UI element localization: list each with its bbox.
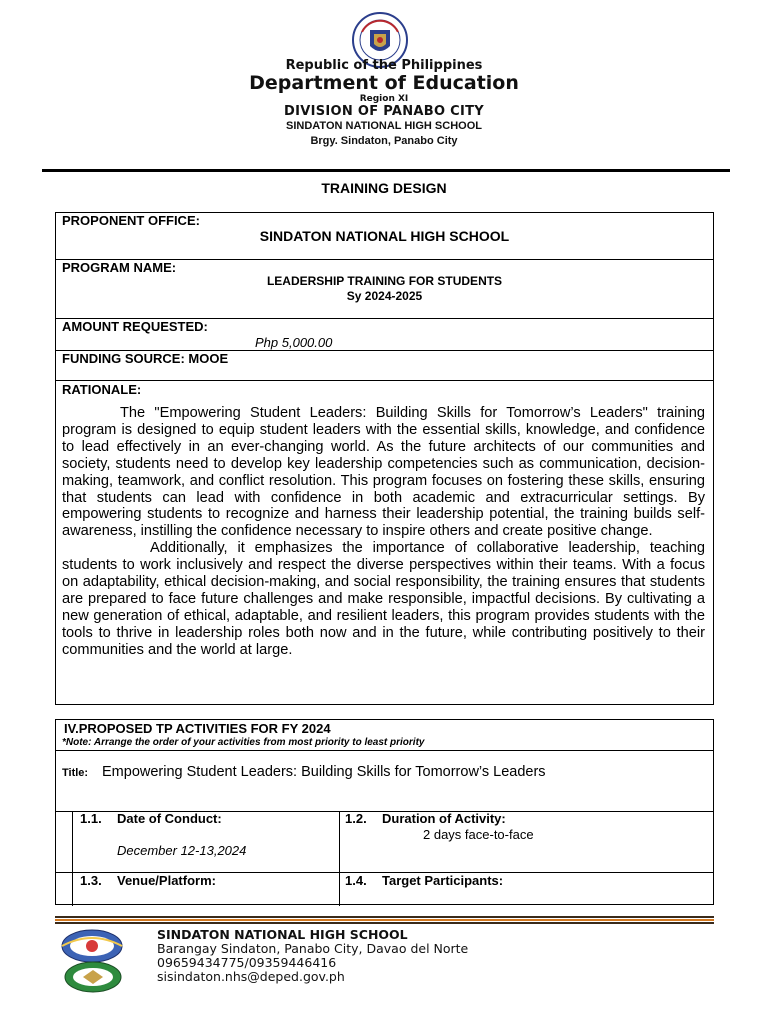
region-line: Region XI: [359, 94, 409, 104]
amount-value: Php 5,000.00: [255, 335, 333, 350]
program-school-year: Sy 2024-2025: [346, 289, 423, 303]
column-divider: [339, 811, 340, 906]
amount-label: AMOUNT REQUESTED:: [62, 319, 208, 334]
activity-title-label: Title:: [62, 767, 89, 779]
program-label: PROGRAM NAME:: [62, 260, 177, 275]
duration-number: 1.2.: [345, 811, 367, 826]
header-divider: [42, 169, 730, 172]
duration-value: 2 days face-to-face: [423, 827, 534, 842]
row-divider: [56, 380, 713, 381]
date-number: 1.1.: [80, 811, 102, 826]
duration-label: Duration of Activity:: [382, 811, 506, 826]
school-logos-icon: [58, 926, 128, 994]
proponent-label: PROPONENT OFFICE:: [62, 213, 200, 228]
venue-label: Venue/Platform:: [117, 873, 216, 888]
republic-line: Republic of the Philippines: [285, 58, 483, 73]
footer-school-name: SINDATON NATIONAL HIGH SCHOOL: [157, 927, 408, 942]
program-value: LEADERSHIP TRAINING FOR STUDENTS: [266, 274, 503, 288]
division-line: DIVISION OF PANABO CITY: [283, 104, 485, 119]
proposed-activities-table: [55, 719, 714, 905]
footer-divider: [55, 916, 714, 924]
training-info-table: [55, 212, 714, 705]
rationale-label: RATIONALE:: [62, 382, 142, 397]
participants-label: Target Participants:: [382, 873, 504, 888]
proposed-heading: IV.PROPOSED TP ACTIVITIES FOR FY 2024: [64, 721, 331, 736]
footer-address: Barangay Sindaton, Panabo City, Davao del Norte: [157, 941, 469, 956]
department-name: Department of Education: [249, 72, 519, 94]
school-line: SINDATON NATIONAL HIGH SCHOOL: [286, 120, 482, 132]
school-address-line: Brgy. Sindaton, Panabo City: [310, 135, 458, 147]
date-label: Date of Conduct:: [117, 811, 222, 826]
rationale-body: [62, 405, 705, 659]
participants-number: 1.4.: [345, 873, 367, 888]
venue-number: 1.3.: [80, 873, 102, 888]
row-divider: [56, 750, 713, 751]
column-divider: [72, 811, 73, 906]
proponent-value: SINDATON NATIONAL HIGH SCHOOL: [259, 228, 510, 244]
document-title: TRAINING DESIGN: [321, 180, 447, 196]
activity-title-value: Empowering Student Leaders: Building Skills for Tomorrow’s Leaders: [102, 764, 546, 780]
rationale-paragraph-2: Additionally, it emphasizes the importance of collaborative leadership, teaching students to work inclusively and respect the diverse perspectives within their teams. With a focus on adaptability, ethical decision-making, and social responsibility, the training ensures that students are prepared to face future challenges and make responsible, impactful decisions. By cultivating a new generation of ethical, adaptable, and resilient leaders, this program provides students with the tools to thrive in leadership roles both now and in the future, while contributing positively to their communities and the world at large.: [62, 540, 705, 658]
funding-source-label: FUNDING SOURCE: MOOE: [62, 351, 229, 366]
date-value: December 12-13,2024: [117, 843, 247, 858]
footer-phone-numbers: 09659434775/09359446416: [157, 955, 337, 970]
priority-note: *Note: Arrange the order of your activities from most priority to least priority: [62, 737, 425, 748]
rationale-paragraph-1: The "Empowering Student Leaders: Building Skills for Tomorrow’s Leaders" training program is designed to equip student leaders with the essential skills, knowledge, and confidence to lead effectively in an ever-changing world. As the future architects of our communities and society, students need to develop key leadership competencies such as communication, decision-making, teamwork, and conflict resolution. This program focuses on fostering these skills, ensuring that students can lead with confidence in both academic and extracurricular settings. By empowering students to recognize and harness their leadership potential, the training builds self-awareness, instilling the confidence necessary to inspire others and create positive change.: [62, 405, 705, 540]
footer-email: sisindaton.nhs@deped.gov.ph: [157, 969, 345, 984]
